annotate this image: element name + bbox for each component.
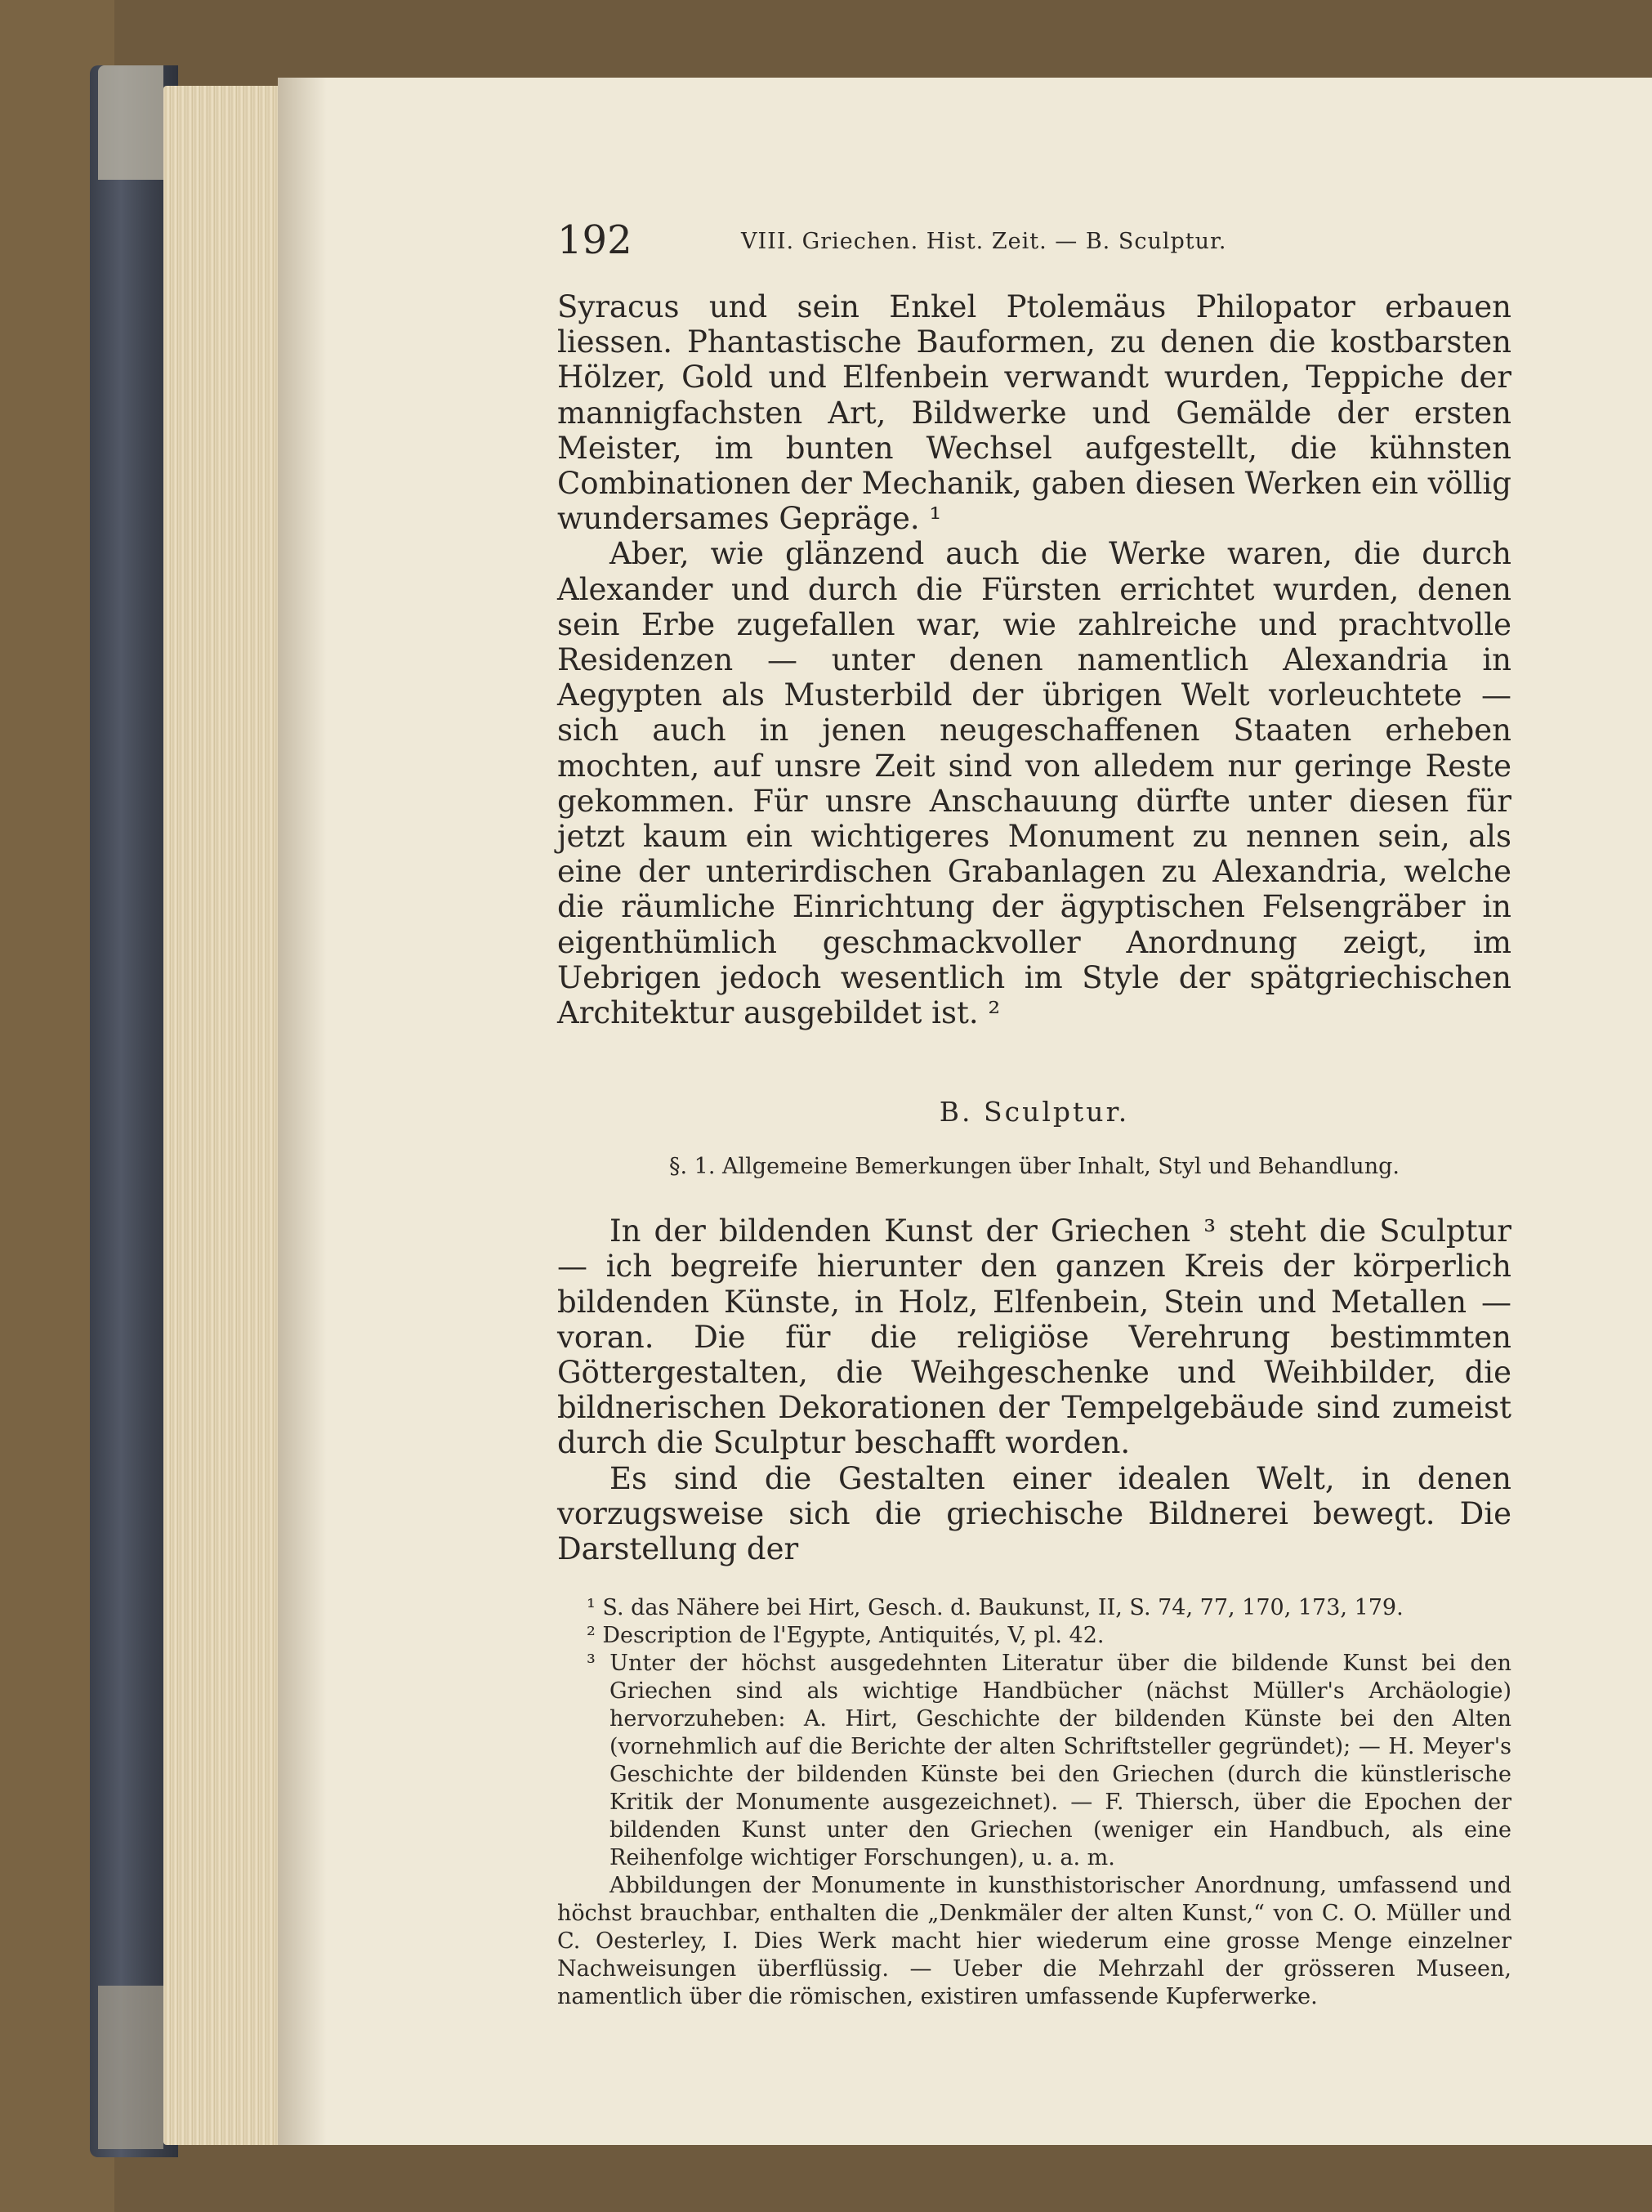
cover-corner-bottom xyxy=(98,1986,163,2149)
cover-corner-top xyxy=(98,65,163,180)
section-subheading: §. 1. Allgemeine Bemerkungen über Inhalt, Styl und Behandlung. xyxy=(669,1154,1400,1180)
page-edges xyxy=(163,86,286,2145)
paragraph: Es sind die Gestalten einer idealen Welt, in denen vorzugsweise sich die griechische Bildnerei bewegt. Die Darstellung der xyxy=(557,1460,1511,1567)
main-text-2 xyxy=(557,1213,1511,1566)
running-title: VIII. Griechen. Hist. Zeit. — B. Sculptur. xyxy=(741,229,1227,254)
section-heading: B. Sculptur. xyxy=(939,1096,1130,1128)
gutter-shadow xyxy=(278,78,327,2145)
main-text xyxy=(557,289,1511,1030)
page-content xyxy=(557,214,1511,2011)
paragraph: Syracus und sein Enkel Ptolemäus Philopator erbauen liessen. Phantastische Bauformen, zu denen die kostbarsten Hölzer, Gold und Elfenbein verwandt wurden, Teppiche der mannigfachsten Art, Bildwerke und Gemälde der ersten Meister, im bunten Wechsel aufgestellt, die kühnsten Combinationen der Mechanik, gaben diesen Werken ein völlig wundersames Gepräge. ¹ xyxy=(557,289,1511,537)
footnote: ² Description de l'Egypte, Antiquités, V, pl. 42. xyxy=(587,1623,1105,1649)
running-header xyxy=(557,214,1511,266)
paragraph: Aber, wie glänzend auch die Werke waren, die durch Alexander und durch die Fürsten errichtet wurden, denen sein Erbe zugefallen war, wie zahlreiche und prachtvolle Residenzen — unter denen namentlich Alexandria in Aegypten als Musterbild der übrigen Welt vorleuchtete — sich auch in jenen neugeschaffenen Staaten erheben mochten, auf unsre Zeit sind von alledem nur geringe Reste gekommen. Für unsre Anschauung dürfte unter diesen für jetzt kaum ein wichtigeres Monument zu nennen sein, als eine der unterirdischen Grabanlagen zu Alexandria, welche die räumliche Einrichtung der ägyptischen Felsengräber in eigenthümlich geschmackvoller Anordnung zeigt, im Uebrigen jedoch wesentlich im Style der spätgriechischen Architektur ausgebildet ist. ² xyxy=(557,536,1511,1031)
footnote: ¹ S. das Nähere bei Hirt, Gesch. d. Baukunst, II, S. 74, 77, 170, 173, 179. xyxy=(587,1595,1404,1621)
page-number: 192 xyxy=(557,217,632,263)
footnotes xyxy=(557,1594,1511,2011)
footnote: ³ Unter der höchst ausgedehnten Literatur über die bildende Kunst bei den Griechen sind als wichtige Handbücher (nächst Müller's Archäologie) hervorzuheben: A. Hirt, Geschichte der bildenden Künste bei den Alten (vornehmlich auf die Berichte der alten Schriftsteller gegründet); — H. Meyer's Geschichte der bildenden Künste bei den Griechen (durch die künstlerische Kritik der Monumente ausgezeichnet). — F. Thiersch, über die Epochen der bildenden Kunst unter den Griechen (weniger ein Handbuch, als eine Reihenfolge wichtiger Forschungen), u. a. m. xyxy=(587,1651,1511,1871)
footnote-continuation: Abbildungen der Monumente in kunsthistorischer Anordnung, umfassend und höchst brauchbar, enthalten die „Denkmäler der alten Kunst,“ von C. O. Müller und C. Oesterley, I. Dies Werk macht hier wiederum eine grosse Menge einzelner Nachweisungen überflüssig. — Ueber die Mehrzahl der grösseren Museen, namentlich über die römischen, existiren umfassende Kupferwerke. xyxy=(557,1873,1511,2010)
paragraph: In der bildenden Kunst der Griechen ³ steht die Sculptur — ich begreife hierunter den ganzen Kreis der körperlich bildenden Künste, in Holz, Elfenbein, Stein und Metallen — voran. Die für die religiöse Verehrung bestimmten Göttergestalten, die Weihgeschenke und Weihbilder, die bildnerischen Dekorationen der Tempelgebäude sind zumeist durch die Sculptur beschafft worden. xyxy=(557,1213,1511,1461)
